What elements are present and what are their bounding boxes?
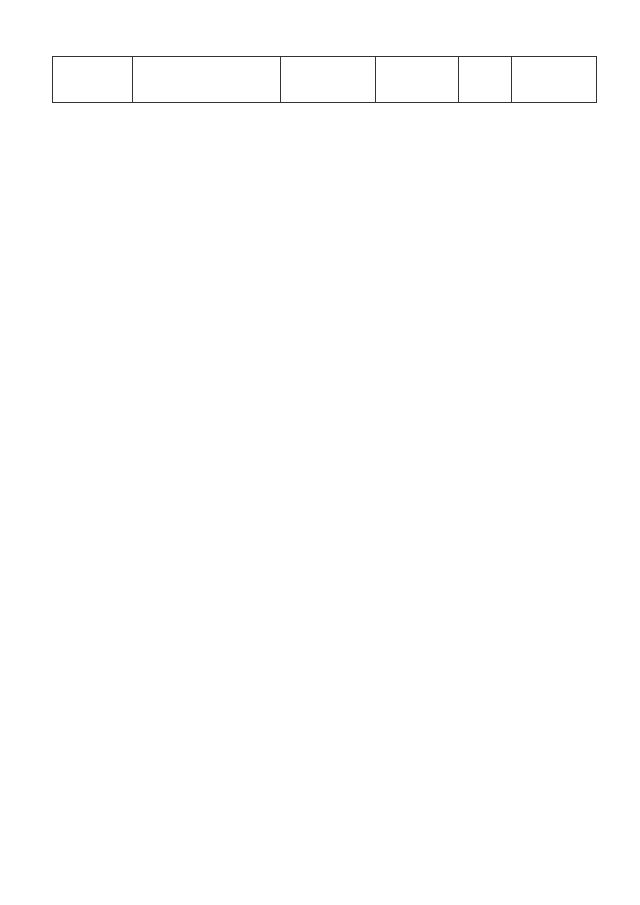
header-profession (53, 57, 133, 103)
header-section (53, 57, 597, 103)
header-need (512, 57, 597, 103)
header-unit (376, 57, 459, 103)
equipment-table (52, 56, 597, 103)
header-works (133, 57, 281, 103)
document-sheet (52, 56, 596, 103)
table-header-row (53, 57, 597, 103)
header-term (459, 57, 512, 103)
header-materials (281, 57, 376, 103)
